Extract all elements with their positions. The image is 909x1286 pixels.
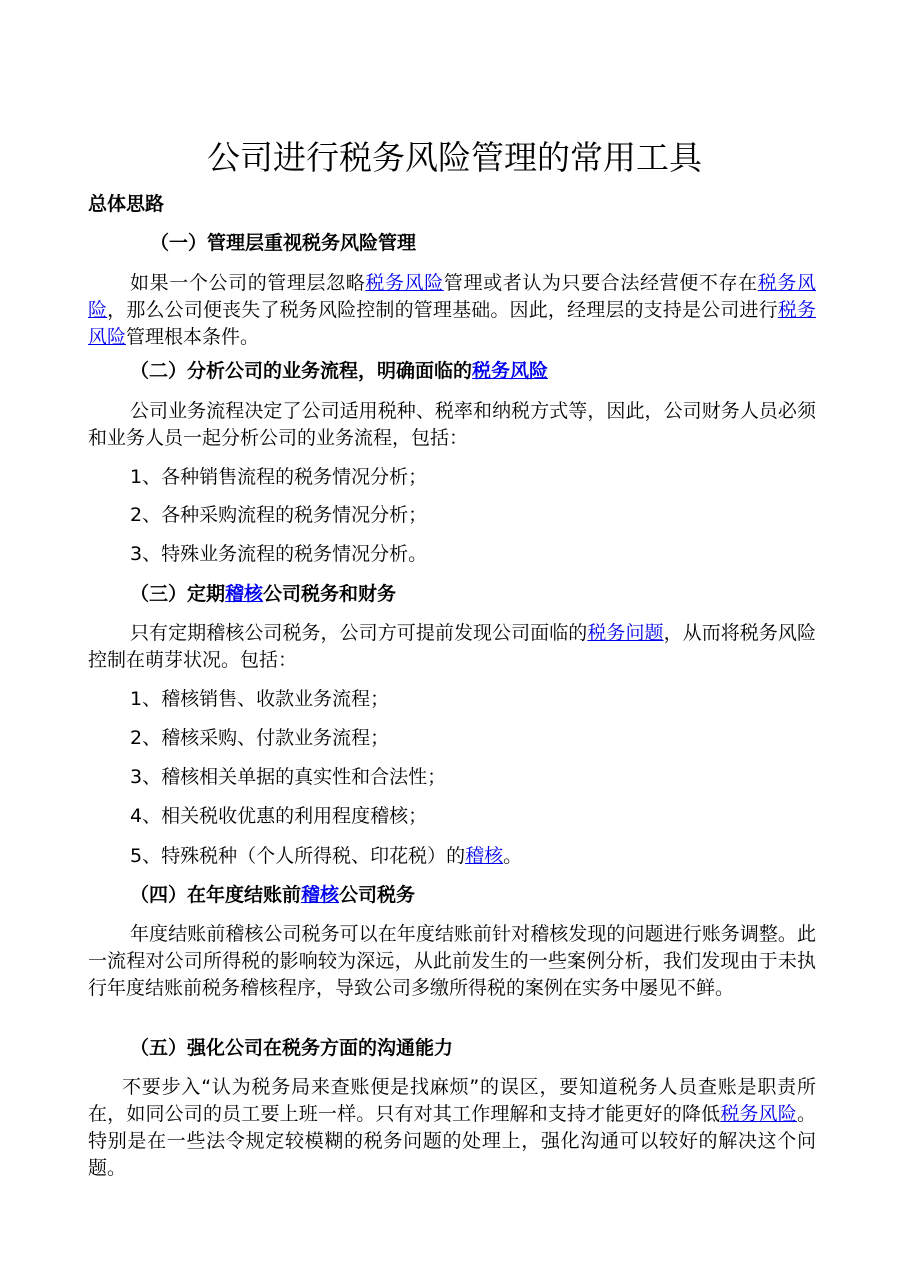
section-5-heading-text: （五）强化公司在税务方面的沟通能力 (130, 1037, 454, 1059)
list-item: 1、各种销售流程的税务情况分析； (130, 466, 428, 488)
list-item: 3、特殊业务流程的税务情况分析。 (130, 543, 428, 565)
text-run: 管理根本条件。 (126, 326, 260, 348)
tax-issue-link[interactable]: 税务问题 (587, 622, 664, 644)
tax-risk-link[interactable]: 税务风险 (720, 1103, 797, 1125)
text-run: 。特别是在一些法令规定较模糊的税务问题的处理上，强化沟通可以较好的解决这个问题。 (88, 1103, 816, 1179)
text-run: 只有定期稽核公司税务，公司方可提前发现公司面临的 (130, 622, 588, 644)
list-item: 1、稽核销售、收款业务流程； (130, 688, 390, 710)
text-run: 。 (503, 845, 523, 867)
list-item: 2、各种采购流程的税务情况分析； (130, 504, 428, 526)
list-item: 3、稽核相关单据的真实性和合法性； (130, 766, 447, 788)
tax-risk-link[interactable]: 税务风险 (472, 360, 549, 382)
list-item: 4、相关税收优惠的利用程度稽核； (130, 805, 428, 827)
section-2-paragraph: 公司业务流程决定了公司适用税种、税率和纳税方式等，因此，公司财务人员必须和业务人员一起分析公司的业务流程，包括： (88, 400, 816, 449)
tax-risk-link[interactable]: 税务风险 (88, 272, 816, 321)
list-item: 2、稽核采购、付款业务流程； (130, 727, 390, 749)
page-title: 公司进行税务风险管理的常用工具 (207, 138, 702, 177)
section-3-heading (130, 580, 396, 608)
section-3-heading-text: （三）定期 (130, 583, 226, 605)
section-3-heading-text: 公司税务和财务 (263, 583, 397, 605)
section-1-paragraph (88, 270, 816, 351)
audit-link[interactable]: 稽核 (301, 884, 340, 906)
tax-risk-link[interactable]: 税务风险 (88, 299, 816, 348)
section-3-paragraph (88, 620, 816, 674)
section-5-paragraph (88, 1074, 816, 1182)
text-run: 管理或者认为只要合法经营便不存在 (443, 272, 758, 294)
section-5-heading (130, 1034, 453, 1062)
audit-link[interactable]: 稽核 (225, 583, 264, 605)
list-item (130, 842, 522, 870)
tax-risk-link[interactable]: 税务风险 (365, 272, 444, 294)
section-4-heading-text: （四）在年度结账前 (130, 884, 302, 906)
section-1-heading (150, 229, 416, 257)
text-run: 如果一个公司的管理层忽略 (130, 272, 366, 294)
section-2-heading (130, 357, 548, 385)
overview-heading: 总体思路 (88, 193, 165, 215)
audit-link[interactable]: 稽核 (465, 845, 504, 867)
text-run: ，那么公司便丧失了税务风险控制的管理基础。因此，经理层的支持是公司进行 (107, 299, 778, 321)
section-4-paragraph: 年度结账前稽核公司税务可以在年度结账前针对稽核发现的问题进行账务调整。此一流程对公司所得税的影响较为深远，从此前发生的一些案例分析，我们发现由于未执行年度结账前税务稽核程序，导致公司多缴所得税的案例在实务中屡见不鲜。 (88, 923, 816, 999)
section-1-heading-text: （一）管理层重视税务风险管理 (150, 232, 417, 254)
text-run: 不要步入“认为税务局来查账便是找麻烦”的误区，要知道税务人员查账是职责所在，如同公司的员工要上班一样。只有对其工作理解和支持才能更好的降低 (88, 1076, 816, 1125)
text-run: 5、特殊税种（个人所得税、印花税）的 (130, 845, 466, 867)
section-4-heading-text: 公司税务 (339, 884, 416, 906)
text-run: ，从而将税务风险控制在萌芽状况。包括： (88, 622, 816, 671)
section-4-heading (130, 881, 415, 909)
section-2-heading-text: （二）分析公司的业务流程，明确面临的 (130, 360, 473, 382)
